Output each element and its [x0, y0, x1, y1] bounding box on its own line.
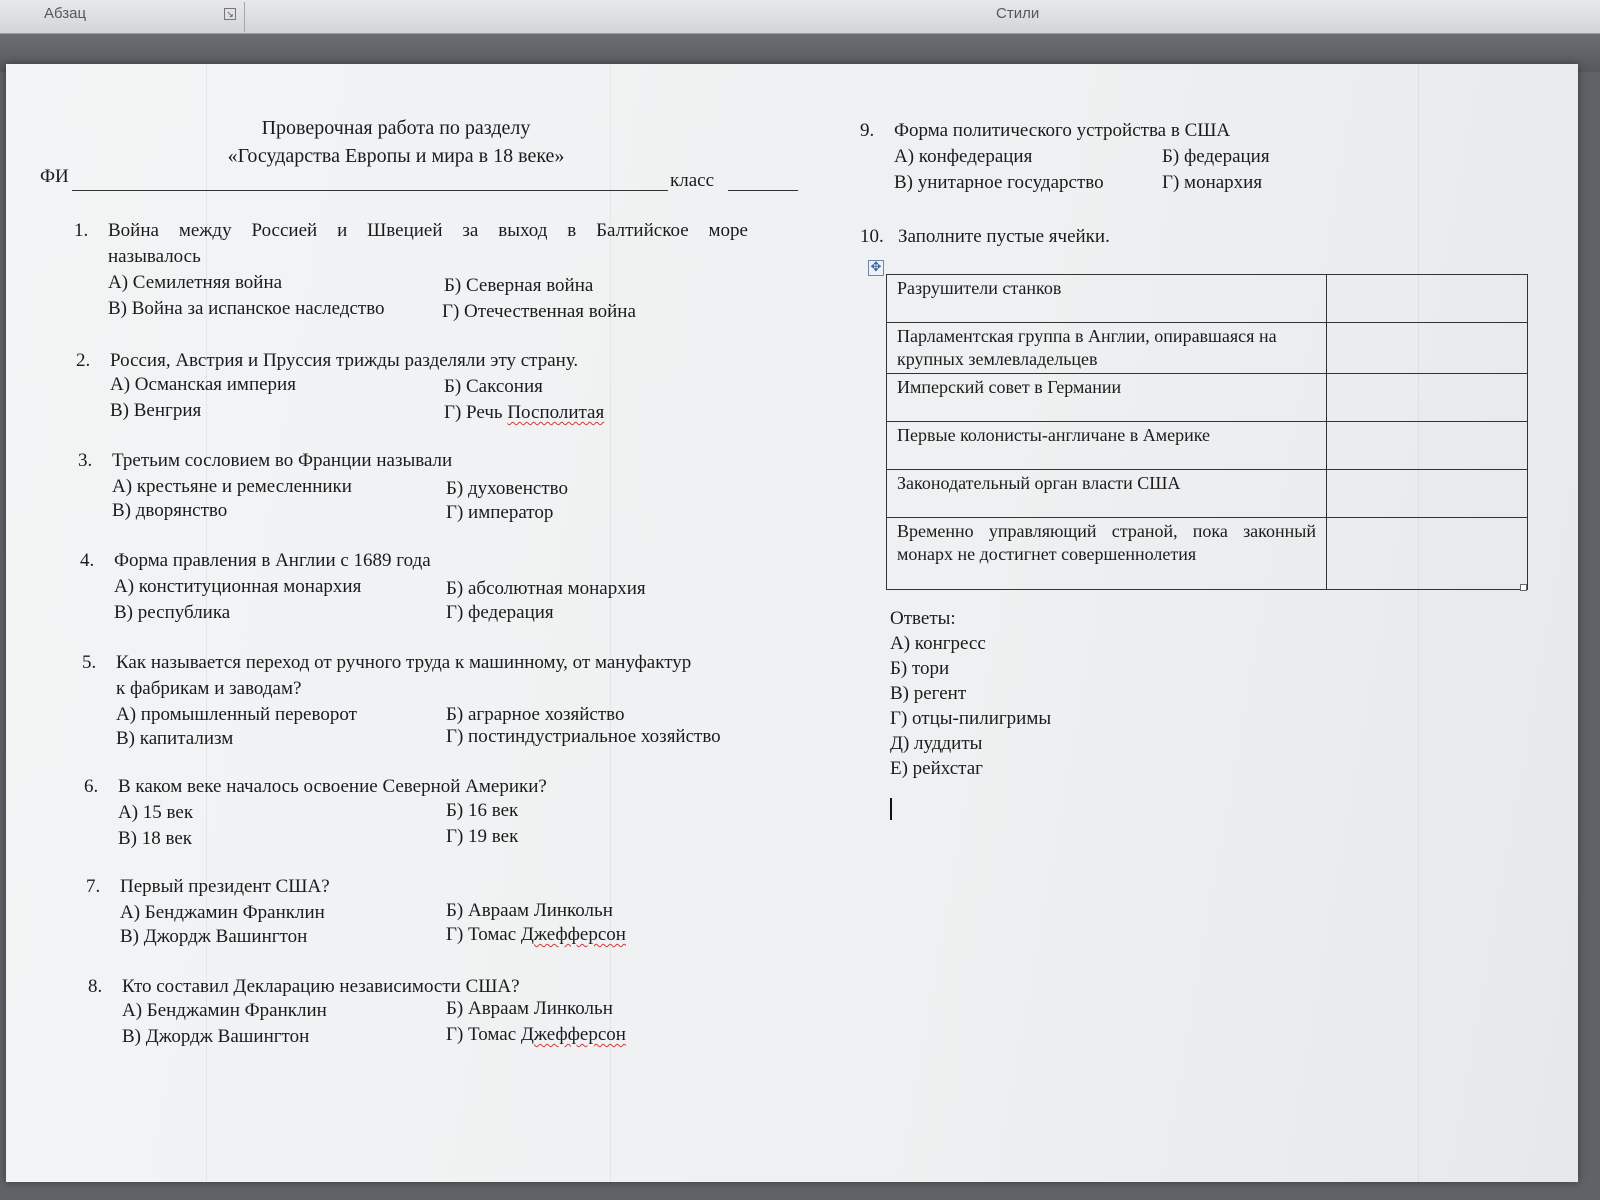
answer-item: А) конгресс — [890, 633, 986, 654]
question-number: 6. — [84, 776, 99, 797]
matching-table — [886, 274, 1528, 590]
option-a: А) конституционная монархия — [114, 576, 362, 597]
fi-label: ФИ — [40, 166, 69, 187]
question-9-number: 9. — [860, 120, 875, 141]
option-d: Г) постиндустриальное хозяйство — [446, 726, 721, 747]
option-d: Г) 19 век — [446, 826, 519, 847]
answers-list — [890, 606, 1051, 781]
text-cursor — [890, 798, 892, 820]
option-b: Б) Северная война — [444, 275, 594, 296]
option-c: В) капитализм — [116, 728, 234, 749]
answer-item: Б) тори — [890, 658, 950, 679]
paragraph-dialog-launcher-icon[interactable]: ↘ — [224, 8, 236, 20]
option-b: Б) абсолютная монархия — [446, 578, 646, 599]
question-1 — [74, 218, 774, 322]
question-text: Кто составил Декларацию независимости США? — [122, 976, 520, 997]
answer-item: Г) отцы-пилигримы — [890, 708, 1052, 729]
column-guide — [1418, 64, 1419, 1182]
option-b: Б) 16 век — [446, 800, 519, 821]
question-text: Война между Россией и Швецией за выход в Балтийское море — [108, 220, 748, 241]
answer-item: Д) луддиты — [890, 733, 983, 754]
table-cell-answer[interactable] — [1327, 323, 1528, 374]
question-number: 2. — [76, 350, 91, 371]
question-number: 3. — [78, 450, 93, 471]
option-a: А) 15 век — [118, 802, 194, 823]
question-number: 4. — [80, 550, 95, 571]
table-cell-term[interactable]: Первые колонисты-англичане в Америке — [887, 422, 1327, 470]
paragraph-group-label: Абзац — [44, 5, 87, 22]
table-move-handle-icon[interactable]: ✥ — [868, 260, 884, 276]
question-5 — [82, 650, 782, 750]
option-a: А) промышленный переворот — [116, 704, 357, 725]
table-row — [887, 422, 1528, 470]
styles-group-label: Стили — [996, 5, 1040, 22]
option-a: А) Семилетняя война — [108, 272, 283, 293]
page-title — [196, 114, 596, 170]
question-number: 8. — [88, 976, 103, 997]
table-cell-term[interactable]: Разрушители станков — [887, 275, 1327, 323]
question-3 — [78, 448, 778, 528]
question-text: Форма правления в Англии с 1689 года — [114, 550, 431, 571]
option-d-prefix: Г) Речь — [444, 402, 508, 423]
option-a: А) Османская империя — [110, 374, 296, 395]
question-text-cont: называлось — [108, 246, 201, 267]
spellcheck-marked-word[interactable]: Джефферсон — [520, 924, 626, 945]
table-cell-term[interactable]: Парламентская группа в Англии, опиравшаяся на крупных землевладельцев — [887, 323, 1327, 374]
option-d — [446, 922, 626, 947]
option-a: А) Бенджамин Франклин — [122, 1000, 327, 1021]
question-text-cont: к фабрикам и заводам? — [116, 678, 302, 699]
ribbon — [0, 0, 1600, 34]
question-number: 1. — [74, 220, 89, 241]
table-row — [887, 470, 1528, 518]
option-c: В) Джордж Вашингтон — [120, 926, 308, 947]
table-cell-term[interactable]: Законодательный орган власти США — [887, 470, 1327, 518]
answers-title: Ответы: — [890, 608, 956, 629]
option-b: Б) Саксония — [444, 376, 543, 397]
table-cell-answer[interactable] — [1327, 422, 1528, 470]
class-blank[interactable] — [728, 190, 798, 191]
option-b: Б) аграрное хозяйство — [446, 704, 625, 725]
table-cell-term[interactable]: Имперский совет в Германии — [887, 374, 1327, 422]
question-9-option-a: А) конфедерация — [894, 146, 1033, 167]
question-number: 5. — [82, 652, 97, 673]
question-text: Россия, Австрия и Пруссия трижды разделяли эту страну. — [110, 350, 579, 371]
option-c: В) Джордж Вашингтон — [122, 1026, 310, 1047]
question-7 — [86, 874, 786, 954]
table-row — [887, 323, 1528, 374]
question-10-number: 10. — [860, 226, 884, 247]
question-9-option-b: Б) федерация — [1162, 146, 1270, 167]
option-c: В) республика — [114, 602, 231, 623]
option-d: Г) император — [446, 502, 554, 523]
option-d: Г) федерация — [446, 602, 554, 623]
answer-item: Е) рейхстаг — [890, 758, 983, 779]
option-b: Б) Авраам Линкольн — [446, 900, 613, 921]
document-page[interactable] — [6, 64, 1578, 1182]
option-b: Б) духовенство — [446, 478, 568, 499]
option-c: В) Война за испанское наследство — [108, 298, 385, 319]
table-row — [887, 518, 1528, 590]
question-2 — [76, 348, 776, 428]
table-row — [887, 275, 1528, 323]
option-d — [446, 1022, 626, 1047]
title-line-2: «Государства Европы и мира в 18 веке» — [227, 145, 565, 167]
fi-blank[interactable] — [72, 190, 668, 191]
question-10-text: Заполните пустые ячейки. — [898, 226, 1110, 247]
question-text: Первый президент США? — [120, 876, 330, 897]
option-b: Б) Авраам Линкольн — [446, 998, 613, 1019]
question-text: Как называется переход от ручного труда к машинному, от мануфактур — [116, 652, 692, 673]
table-cell-answer[interactable] — [1327, 518, 1528, 590]
option-c: В) Венгрия — [110, 400, 202, 421]
question-9-option-d: Г) монархия — [1162, 172, 1263, 193]
table-cell-answer[interactable] — [1327, 470, 1528, 518]
option-d-prefix: Г) Томас — [446, 924, 521, 945]
question-6 — [84, 774, 784, 854]
class-label: класс — [670, 170, 715, 191]
option-d: Г) Отечественная война — [442, 301, 636, 322]
question-number: 7. — [86, 876, 101, 897]
option-a: А) Бенджамин Франклин — [120, 902, 325, 923]
name-class-line — [40, 166, 760, 194]
table-resize-handle[interactable] — [1520, 584, 1527, 591]
option-c: В) 18 век — [118, 828, 193, 849]
question-9-text: Форма политического устройства в США — [894, 120, 1231, 141]
spellcheck-marked-word[interactable]: Джефферсон — [520, 1024, 626, 1045]
table-cell-answer[interactable] — [1327, 275, 1528, 323]
table-row — [887, 374, 1528, 422]
ribbon-separator — [244, 2, 245, 32]
spellcheck-marked-word[interactable]: Посполитая — [507, 402, 605, 423]
table-cell-term[interactable]: Временно управляющий страной, пока законный монарх не достигнет совершеннолетия — [887, 518, 1327, 590]
table-cell-answer[interactable] — [1327, 374, 1528, 422]
question-text: Третьим сословием во Франции называли — [112, 450, 453, 471]
option-a: А) крестьяне и ремесленники — [112, 476, 352, 497]
question-text: В каком веке началось освоение Северной Америки? — [118, 776, 547, 797]
option-c: В) дворянство — [112, 500, 228, 521]
option-d-prefix: Г) Томас — [446, 1024, 521, 1045]
question-4 — [80, 548, 780, 628]
answer-item: В) регент — [890, 683, 967, 704]
title-line-1: Проверочная работа по разделу — [261, 117, 531, 139]
question-8 — [88, 974, 788, 1054]
question-9-option-c: В) унитарное государство — [894, 172, 1104, 193]
option-d — [444, 400, 604, 425]
